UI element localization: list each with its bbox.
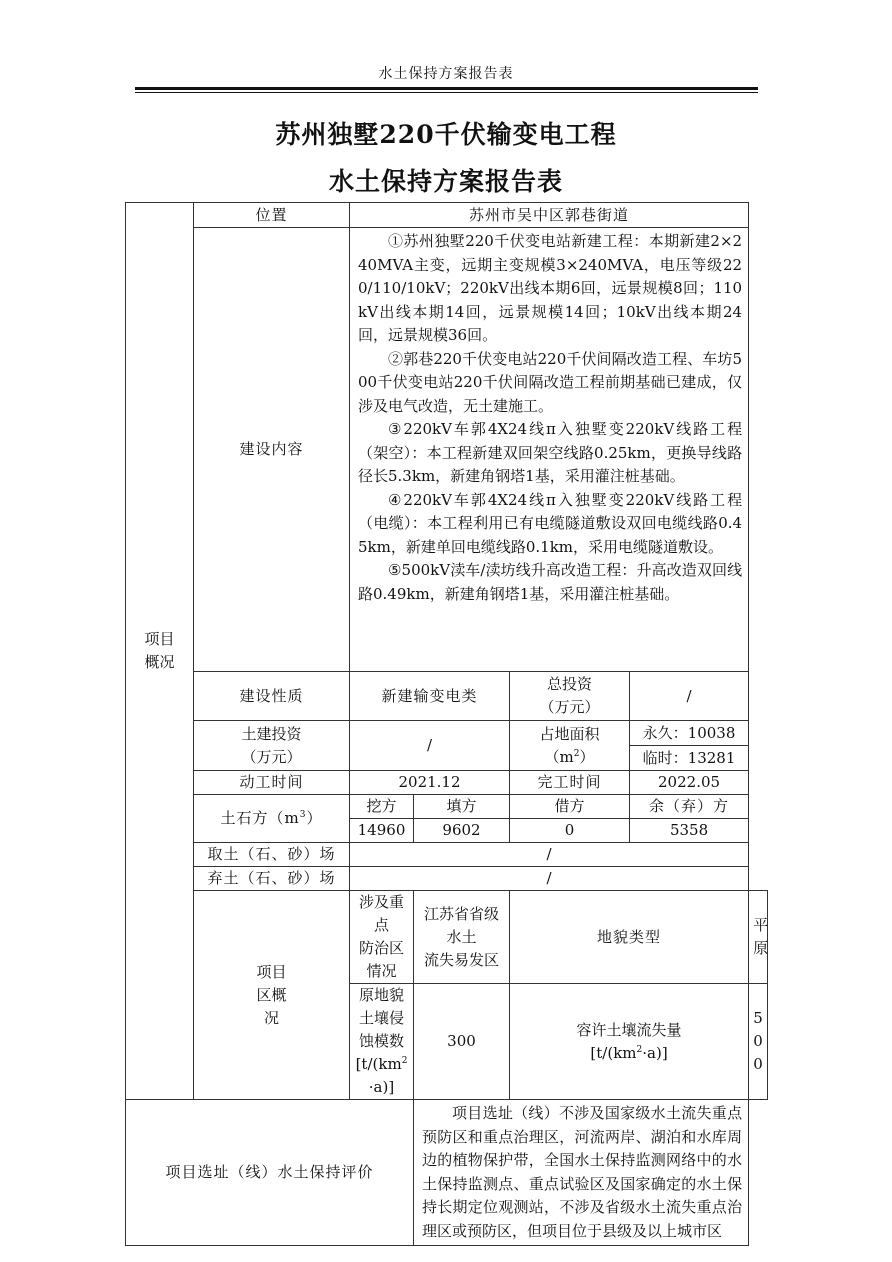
erosion-modulus-label: 原地貌土壤侵蚀模数 $[t/(km^2\cdot a)]$ [350,984,414,1100]
header-rule-thin [135,92,758,93]
location-label: 位置 [194,203,350,228]
content-item: ②郭巷220千伏变电站220千伏间隔改造工程、车坊500千伏变电站220千伏间隔改造工程前期基础已建成，仅涉及电气改造，无土建施工。 [358,349,743,415]
earthwork-value-surplus: 5358 [630,819,749,843]
earthwork-header-borrow: 借方 [510,795,630,819]
document-title-line2: 水土保持方案报告表 [328,167,563,196]
running-header: 水土保持方案报告表 [378,66,514,82]
earthwork-label: 土石方$(m^3)$ [194,795,350,843]
erosion-modulus-value: 300 [414,984,510,1100]
total-invest-value: / [630,672,749,721]
end-time-value: 2022.05 [630,771,749,795]
content-item: ③220kV车郭4X24线π入独墅变220kV线路工程（架空）：本工程新建双回架空线路0.25km，更换导线路径长5.3km，新建角钢塔1基，采用灌注桩基础。 [358,420,743,485]
allowable-loss-label: 容许土壤流失量 $[t/(km^2\cdot a)]$ [510,984,749,1100]
earthwork-header-fill: 填方 [414,795,510,819]
earthwork-header-cut: 挖方 [350,795,414,819]
key-zone-value: 江苏省省级水土 流失易发区 [414,891,510,984]
content-item: ④220kV车郭4X24线π入独墅变220kV线路工程（电缆）：本工程利用已有电缆隧道敷设双回电缆线路0.45km，新建单回电缆线路0.1km，采用电缆隧道敷设。 [358,490,743,556]
document-title-line1: 苏州独墅220千伏输变电工程 [275,120,617,149]
site-evaluation-text: 项目选址（线）不涉及国家级水土流失重点预防区和重点治理区，河流两岸、湖泊和水库周边的植物保护带，全国水土保持监测网络中的水土保持监测点、重点试验区及国家确定的水土保持长期定位观测站，不涉及省级水土流失重点治理区或预防区，但项目位于县级及以上城市区 [414,1100,749,1246]
content-label: 建设内容 [194,228,350,672]
borrow-site-label: 取土（石、砂）场 [194,843,350,867]
construction-content [350,228,749,672]
total-invest-label: 总投资 （万元） [510,672,630,721]
start-time-label: 动工时间 [194,771,350,795]
area-temporary: 临时：13281 [630,746,749,771]
civil-invest-label: 土建投资 （万元） [194,721,350,771]
spoil-site-label: 弃土（石、砂）场 [194,867,350,891]
spoil-site-value: / [350,867,749,891]
nature-label: 建设性质 [194,672,350,721]
location-value: 苏州市吴中区郭巷街道 [350,203,749,228]
area-profile-group-label: 项目 区概 况 [194,891,350,1100]
earthwork-value-borrow: 0 [510,819,630,843]
civil-invest-value: / [350,721,510,771]
start-time-value: 2021.12 [350,771,510,795]
borrow-site-value: / [350,843,749,867]
end-time-label: 完工时间 [510,771,630,795]
overview-group-label: 项目 概况 [126,203,194,1100]
area-label: 占地面积 $(m^2)$ [510,721,630,771]
nature-value: 新建输变电类 [350,672,510,721]
earthwork-value-fill: 9602 [414,819,510,843]
key-zone-label: 涉及重点 防治区情况 [350,891,414,984]
site-evaluation-label: 项目选址（线）水土保持评价 [126,1100,414,1246]
area-permanent: 永久：10038 [630,721,749,746]
earthwork-header-surplus: 余（弃）方 [630,795,749,819]
landform-label: 地貌类型 [510,891,749,984]
report-table [125,202,768,1246]
earthwork-value-cut: 14960 [350,819,414,843]
header-rule-thick [135,87,758,90]
landform-value: 平原 [749,891,768,984]
content-item: ①苏州独墅220千伏变电站新建工程：本期新建2×240MVA主变，远期主变规模3×240MVA，电压等级220/110/10kV；220kV出线本期6回，远景规模8回；110kV出线本期14回，远景规模14回；10kV出线本期24回，远景规模36回。 [358,232,743,344]
allowable-loss-value: 500 [749,984,768,1100]
content-item: ⑤500kV渎车/渎坊线升高改造工程：升高改造双回线路0.49km，新建角钢塔1基，采用灌注桩基础。 [358,561,743,603]
